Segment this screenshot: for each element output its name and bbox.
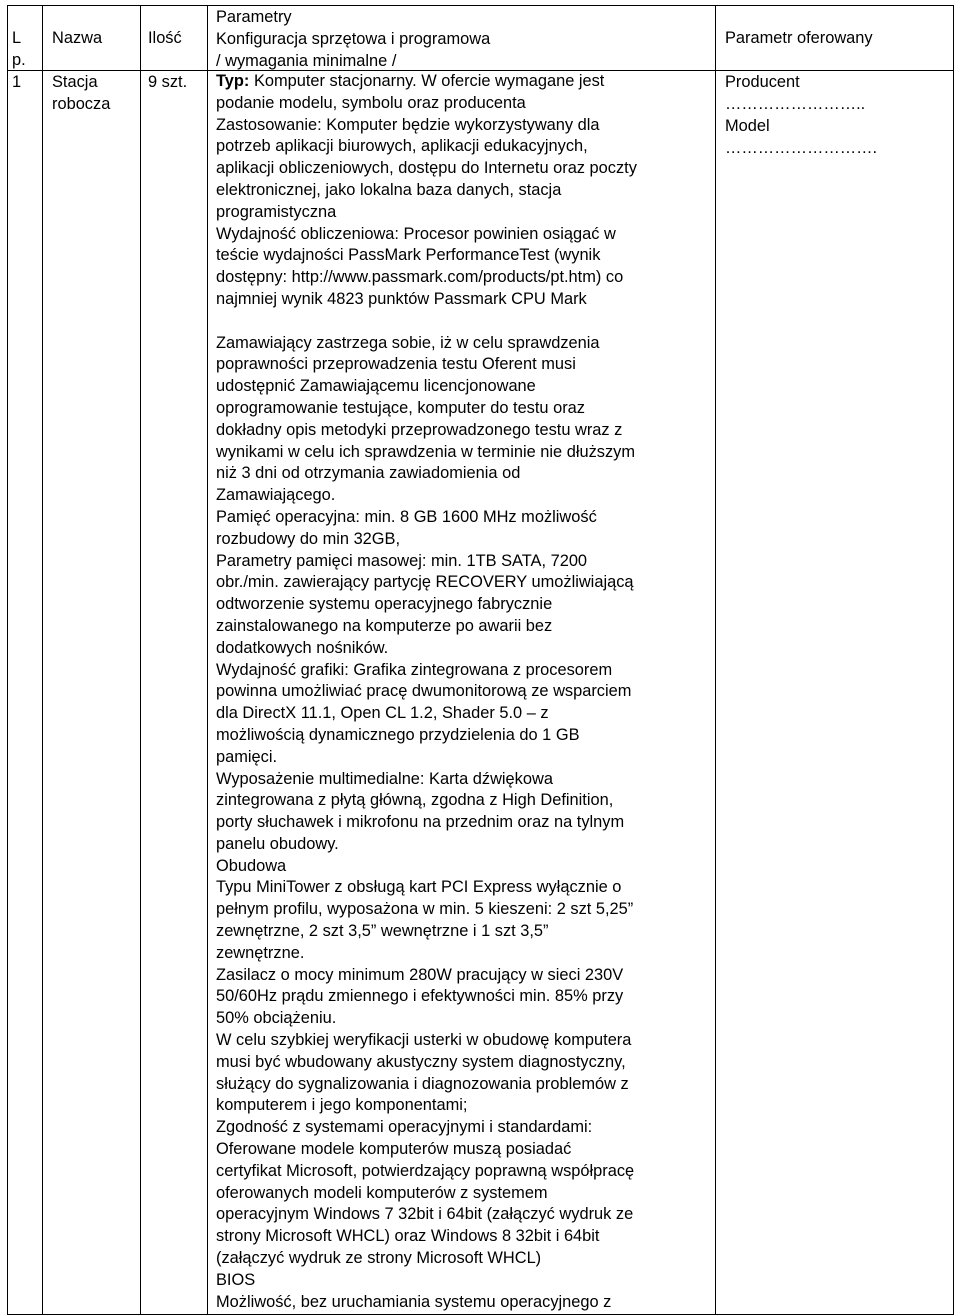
model-label: Model [725,117,770,135]
description-line: Zastosowanie: Komputer będzie wykorzystywany dla [216,115,600,134]
description-line: Typu MiniTower z obsługą kart PCI Express wyłącznie o [216,878,622,897]
description-line: udostępnić Zamawiającemu licencjonowane [216,377,536,396]
column-divider [207,5,208,1315]
table-border-bottom [7,1314,953,1315]
description-line: najmniej wynik 4823 punktów Passmark CPU Mark [216,289,587,308]
description-line: powinna umożliwiać pracę dwumonitorową ze wsparciem [216,682,632,701]
description-line: obr./min. zawierający partycję RECOVERY umożliwiającą [216,573,634,592]
description-line: operacyjnym Windows 7 32bit i 64bit (załączyć wydruk ze [216,1205,634,1224]
description-line: 50% obciążeniu. [216,1009,337,1028]
description-line: dla DirectX 11.1, Open CL 1.2, Shader 5.0 – z [216,704,549,723]
description-line: poprawności przeprowadzenia testu Oferent musi [216,355,576,374]
producent-field[interactable]: …………………….. [725,95,866,113]
description-line: komputerem i jego komponentami; [216,1096,468,1115]
description-line: odtworzenie systemu operacyjnego fabrycznie [216,595,553,614]
description-line: Obudowa [216,856,287,875]
table-border-left [7,5,8,1315]
description-line: W celu szybkiej weryfikacji usterki w obudowę komputera [216,1031,632,1050]
description-line: rozbudowy do min 32GB, [216,529,401,548]
description-line: BIOS [216,1270,256,1289]
description-line: Wydajność grafiki: Grafika zintegrowana z procesorem [216,660,613,679]
header-parametry: Parametry Konfiguracja sprzętowa i programowa / wymagania minimalne / [216,8,491,70]
description-line: Pamięć operacyjna: min. 8 GB 1600 MHz możliwość [216,507,597,526]
description-line: Parametry pamięci masowej: min. 1TB SATA, 7200 [216,551,588,570]
row-lp: 1 [12,73,22,91]
description-line: potrzeb aplikacji biurowych, aplikacji edukacyjnych, [216,137,588,156]
header-lp: L p. [12,29,26,69]
row-nazwa: Stacja robocza [52,73,111,113]
description-line: pełnym profilu, wyposażona w min. 5 kieszeni: 2 szt 5,25” [216,900,634,919]
header-nazwa: Nazwa [52,29,103,47]
description-line: niż 3 dni od otrzymania zawiadomienia od [216,464,521,483]
description-line: 50/60Hz prądu zmiennego i efektywności min. 85% przy [216,987,624,1006]
description-line: zintegrowana z płytą główną, zgodna z High Definition, [216,791,614,810]
description-line: Zamawiającego. [216,486,336,505]
row-ilosc: 9 szt. [148,73,188,91]
description-line: zewnętrzne. [216,943,305,962]
description-line: dostępny: http://www.passmark.com/products/pt.htm) co [216,268,624,287]
header-parametr-oferowany: Parametr oferowany [725,29,873,47]
description-line: programistyczna [216,202,337,221]
header-ilosc: Ilość [148,29,182,47]
description-line: musi być wbudowany akustyczny system diagnostyczny, [216,1052,626,1071]
table-border-right [953,5,954,1315]
row-parametr-oferowany [725,71,877,159]
description-line: dodatkowych nośników. [216,638,389,657]
description-line: podanie modelu, symbolu oraz producenta [216,93,526,112]
row-description [216,71,710,1313]
description-line: Wydajność obliczeniowa: Procesor powinien osiągać w [216,224,616,243]
description-line: aplikacji obliczeniowych, dostępu do Internetu oraz poczty [216,159,637,178]
description-line: oprogramowanie testujące, komputer do testu oraz [216,398,585,417]
description-line: pamięci. [216,747,278,766]
column-divider [715,5,716,1315]
description-line: teście wydajności PassMark PerformanceTest (wynik [216,246,601,265]
description-line: zewnętrzne, 2 szt 3,5” wewnętrzne i 1 szt 3,5” [216,922,549,941]
description-line: służący do sygnalizowania i diagnozowania problemów z [216,1074,629,1093]
description-line: elektronicznej, jako lokalna baza danych, stacja [216,180,562,199]
description-line: Zasilacz o mocy minimum 280W pracujący w sieci 230V [216,965,624,984]
producent-label: Producent [725,73,800,91]
description-line: Zgodność z systemami operacyjnymi i standardami: [216,1118,593,1137]
description-line: Zamawiający zastrzega sobie, iż w celu sprawdzenia [216,333,600,352]
description-line: możliwością dynamicznego przydzielenia do 1 GB [216,725,580,744]
description-line: zainstalowanego na komputerze po awarii bez [216,616,553,635]
description-line: oferowanych modeli komputerów z systemem [216,1183,548,1202]
description-line: panelu obudowy. [216,834,339,853]
type-label: Typ: [216,72,250,90]
description-lines [216,93,710,1314]
description-line [216,311,710,333]
description-line: certyfikat Microsoft, potwierdzający poprawną współpracę [216,1161,635,1180]
column-divider [42,5,43,1315]
description-line: Typ: Komputer stacjonarny. W ofercie wymagane jest [216,72,605,90]
description-line: (załączyć wydruk ze strony Microsoft WHCL) [216,1249,542,1268]
description-line: Wyposażenie multimedialne: Karta dźwiękowa [216,769,553,788]
description-line: porty słuchawek i mikrofonu na przednim oraz na tylnym [216,813,625,832]
description-line: dokładny opis metodyki przeprowadzonego testu wraz z [216,420,623,439]
description-line: Możliwość, bez uruchamiania systemu operacyjnego z [216,1292,612,1311]
column-divider [140,5,141,1315]
description-line: Oferowane modele komputerów muszą posiadać [216,1140,572,1159]
model-field[interactable]: ………………………. [725,139,878,157]
description-line: wynikami w celu ich sprawdzenia w terminie nie dłuższym [216,442,636,461]
description-line: strony Microsoft WHCL) oraz Windows 8 32bit i 64bit [216,1227,600,1246]
